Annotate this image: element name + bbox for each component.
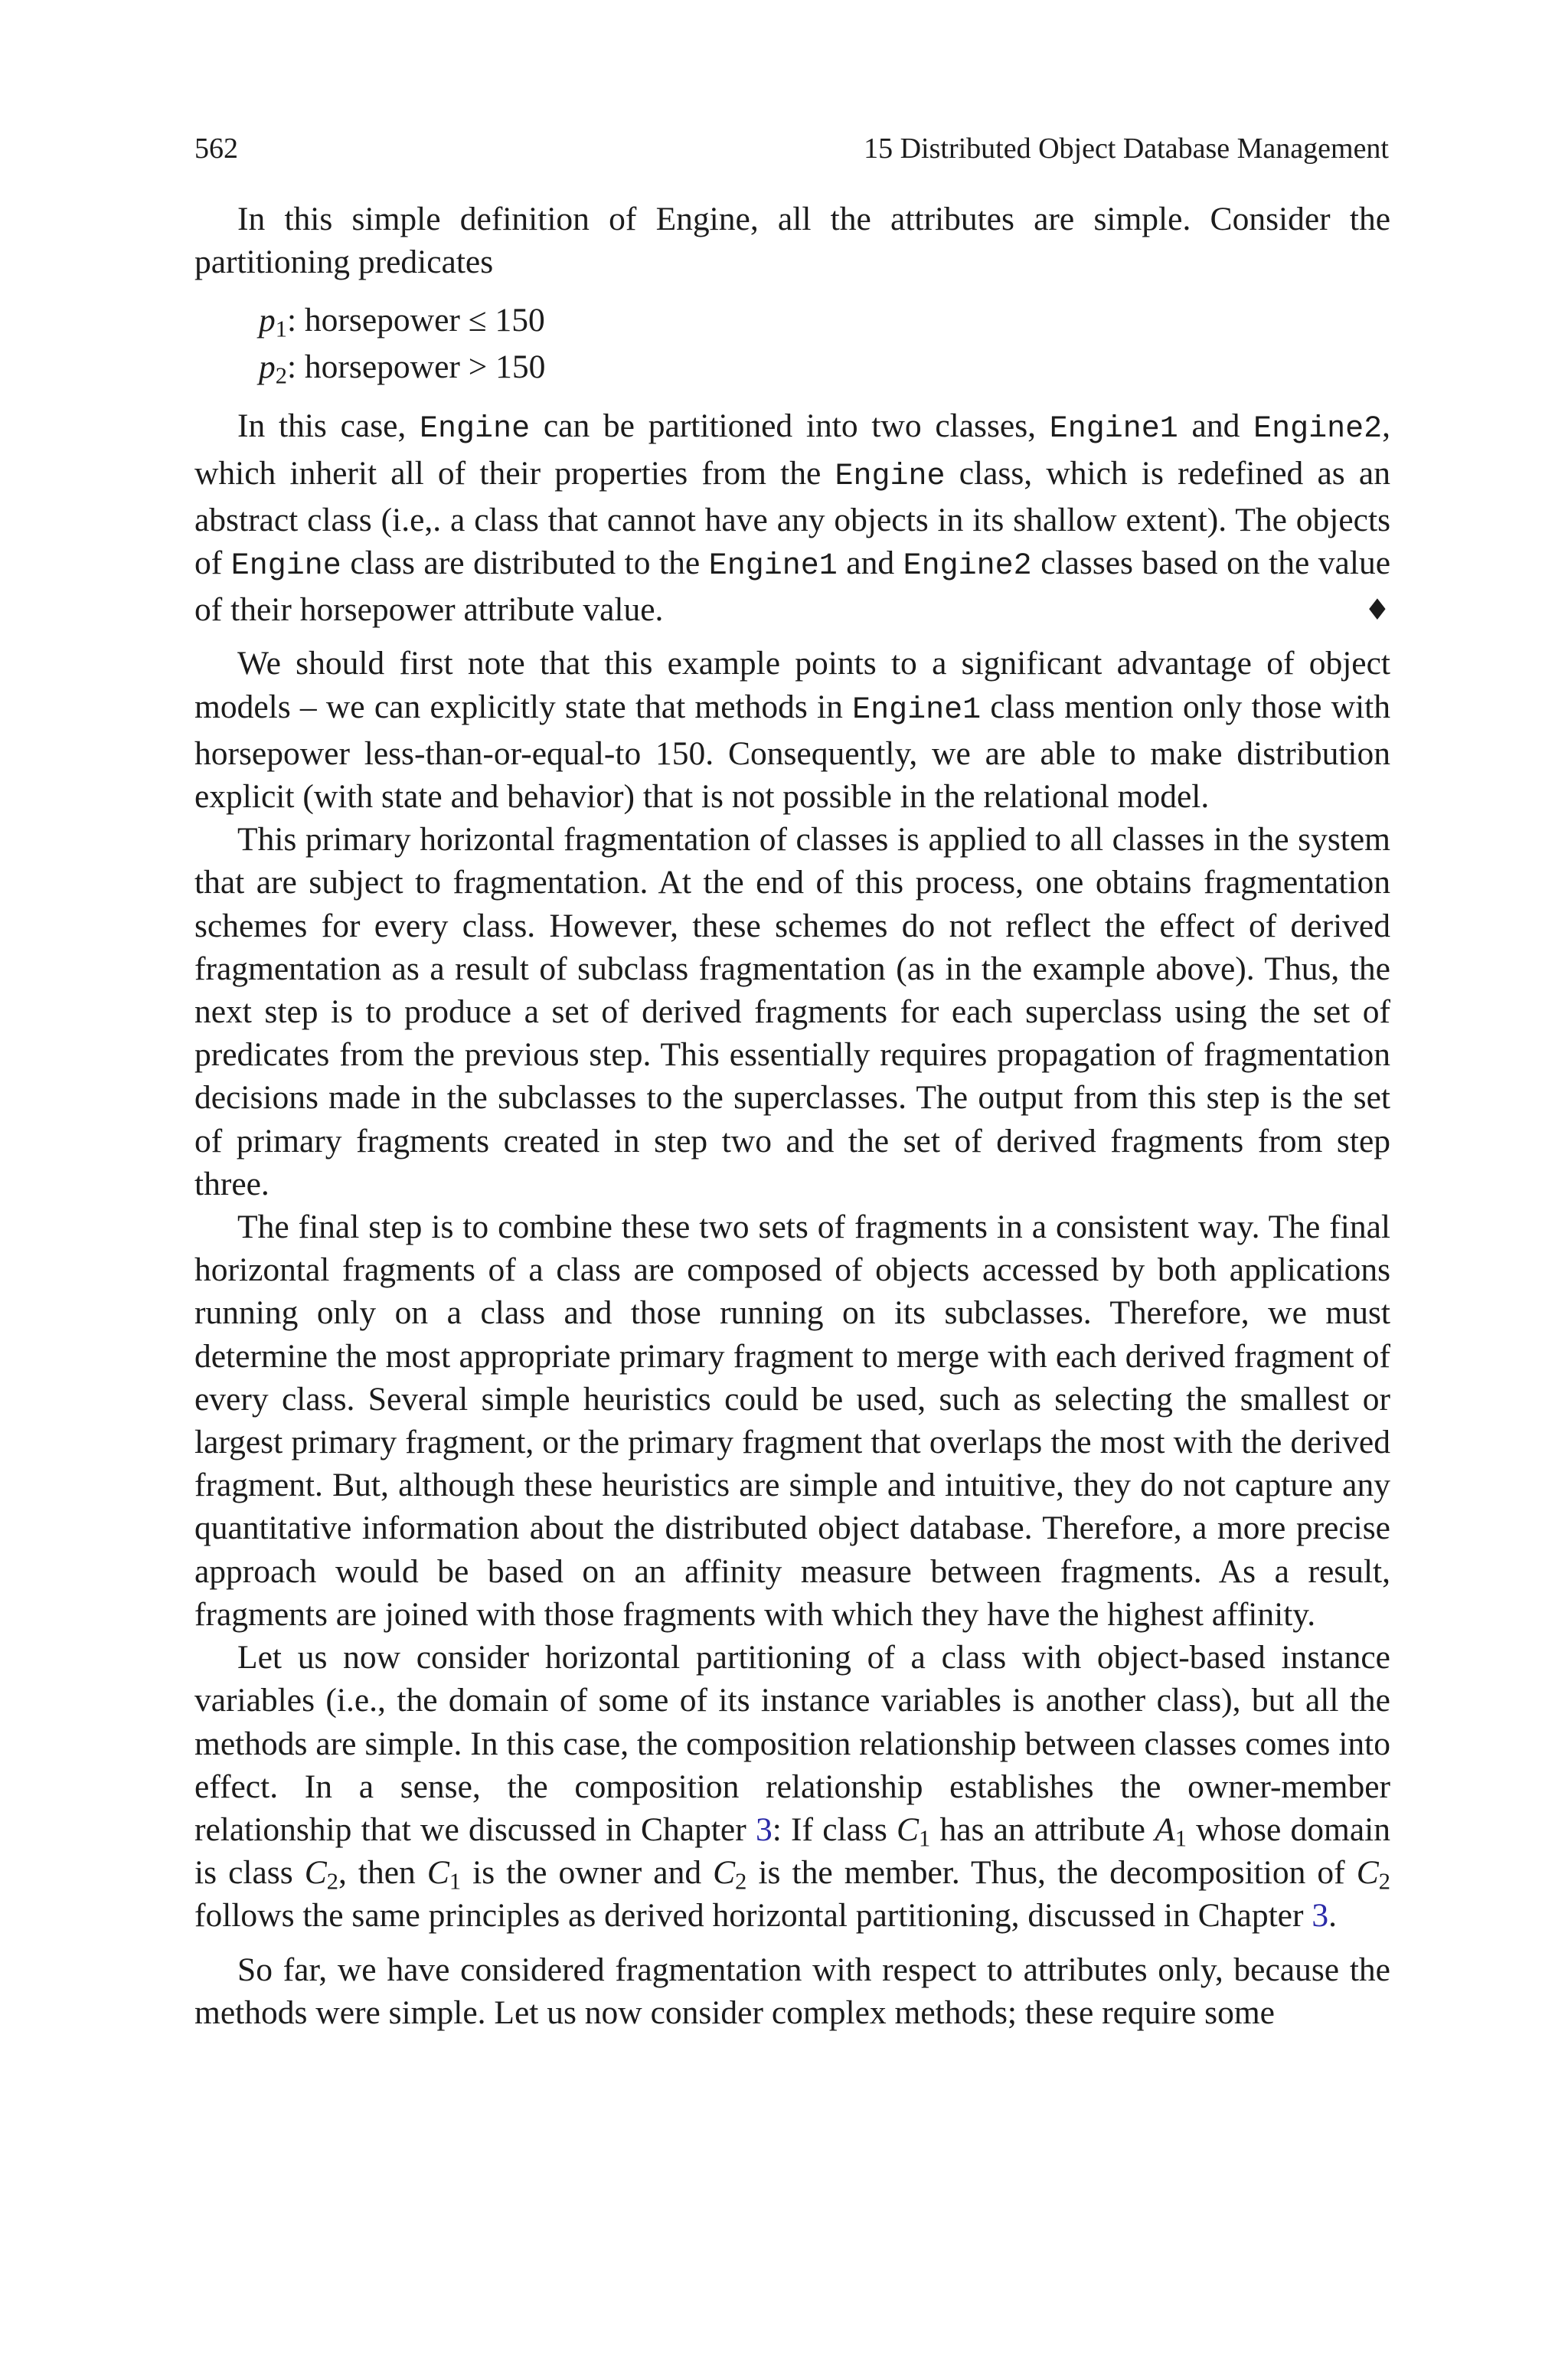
code-engine: Engine bbox=[230, 549, 341, 584]
paragraph-final-step: The final step is to combine these two sets of fragments in a consistent way. The final horizontal fragments of a class are composed of objects accessed by both applications running only on a class and those running on its subclasses. Therefore, we must determine the most appropriate primary fragment to merge with each derived fragment of every class. Several simple heuristics could be used, such as selecting the smallest or largest primary fragment, or the primary fragment that overlaps the most with the derived fragment. But, although these heuristics are simple and intuitive, they do not capture any quantitative information about the distributed object database. Therefore, a more precise approach would be based on an affinity measure between fragments. As a result, fragments are joined with those fragments with which they have the highest affinity. bbox=[194, 1209, 1390, 1633]
code-engine: Engine bbox=[835, 459, 946, 494]
chapter-link[interactable]: 3 bbox=[1312, 1897, 1329, 1935]
page-header bbox=[194, 126, 1389, 172]
code-engine1: Engine1 bbox=[852, 692, 982, 728]
predicate-p1: $p_1$: horsepower ≤ 150 bbox=[259, 302, 545, 343]
paragraph-composition: Let us now consider horizontal partitioning of a class with object-based instance variables (i.e., the domain of some of its instance variables is another class), but all the methods are simple. In this case, the composition relationship between classes comes into effect. In a sense, the composition relationship establishes the owner-member relationship that we discussed in Chapter 3: If class $C_1$ has an attribute $A_1$ whose domain is class $C_2$, then $C_1$ is the owner and $C_2$ is the member. Thus, the decomposition of $C_2$ follows the same principles as derived horizontal partitioning, discussed in Chapter 3. bbox=[194, 1639, 1390, 1935]
paragraph-complex-methods: So far, we have considered fragmentation with respect to attributes only, because the methods were simple. Let us now consider complex methods; these require some bbox=[194, 1951, 1390, 2031]
running-head: 15 Distributed Object Database Management bbox=[864, 132, 1389, 165]
paragraph-engine-partition: In this case, Engine can be partitioned into two classes, Engine1 and Engine2, which inherit all of their properties from the Engine class, which is redefined as an abstract class (i.e,. a class that cannot have any objects in its shallow extent). The objects of Engine class are distributed to the Engine1 and Engine2 classes based on the value of their horsepower attribute value. ♦ bbox=[194, 404, 1390, 631]
predicate-p2: $p_2$: horsepower > 150 bbox=[259, 348, 546, 390]
code-engine2: Engine2 bbox=[1253, 412, 1383, 447]
code-engine1: Engine1 bbox=[1049, 412, 1178, 447]
page-number: 562 bbox=[194, 132, 238, 165]
code-engine: Engine bbox=[420, 412, 531, 447]
paragraph-object-models: We should first note that this example points to a significant advantage of object models – we can explicitly state that methods in Engine1 class mention only those with horsepower less-than-or-equal-to 150. Consequently, we are able to make distribution explicit (with state and behavior) that is not possible in the relational model. bbox=[194, 645, 1390, 816]
body-text bbox=[194, 198, 1390, 2034]
paragraph-primary-fragmentation: This primary horizontal fragmentation of classes is applied to all classes in the system that are subject to fragmentation. At the end of this process, one obtains fragmentation schemes for every class. However, these schemes do not reflect the effect of derived fragmentation as a result of subclass fragmentation (as in the example above). Thus, the next step is to produce a set of derived fragments for each superclass using the set of predicates from the previous step. This essentially requires propagation of fragmentation decisions made in the subclasses to the superclasses. The output from this step is the set of primary fragments created in step two and the set of derived fragments from step three. bbox=[194, 821, 1390, 1202]
code-engine1: Engine1 bbox=[708, 549, 838, 584]
predicate-list bbox=[259, 297, 1390, 391]
chapter-link[interactable]: 3 bbox=[755, 1810, 773, 1848]
code-engine2: Engine2 bbox=[903, 549, 1032, 584]
paragraph-engine-definition: In this simple definition of Engine, all the attributes are simple. Consider the partitioning predicates bbox=[194, 201, 1390, 281]
end-of-example-icon: ♦ bbox=[1364, 593, 1390, 627]
